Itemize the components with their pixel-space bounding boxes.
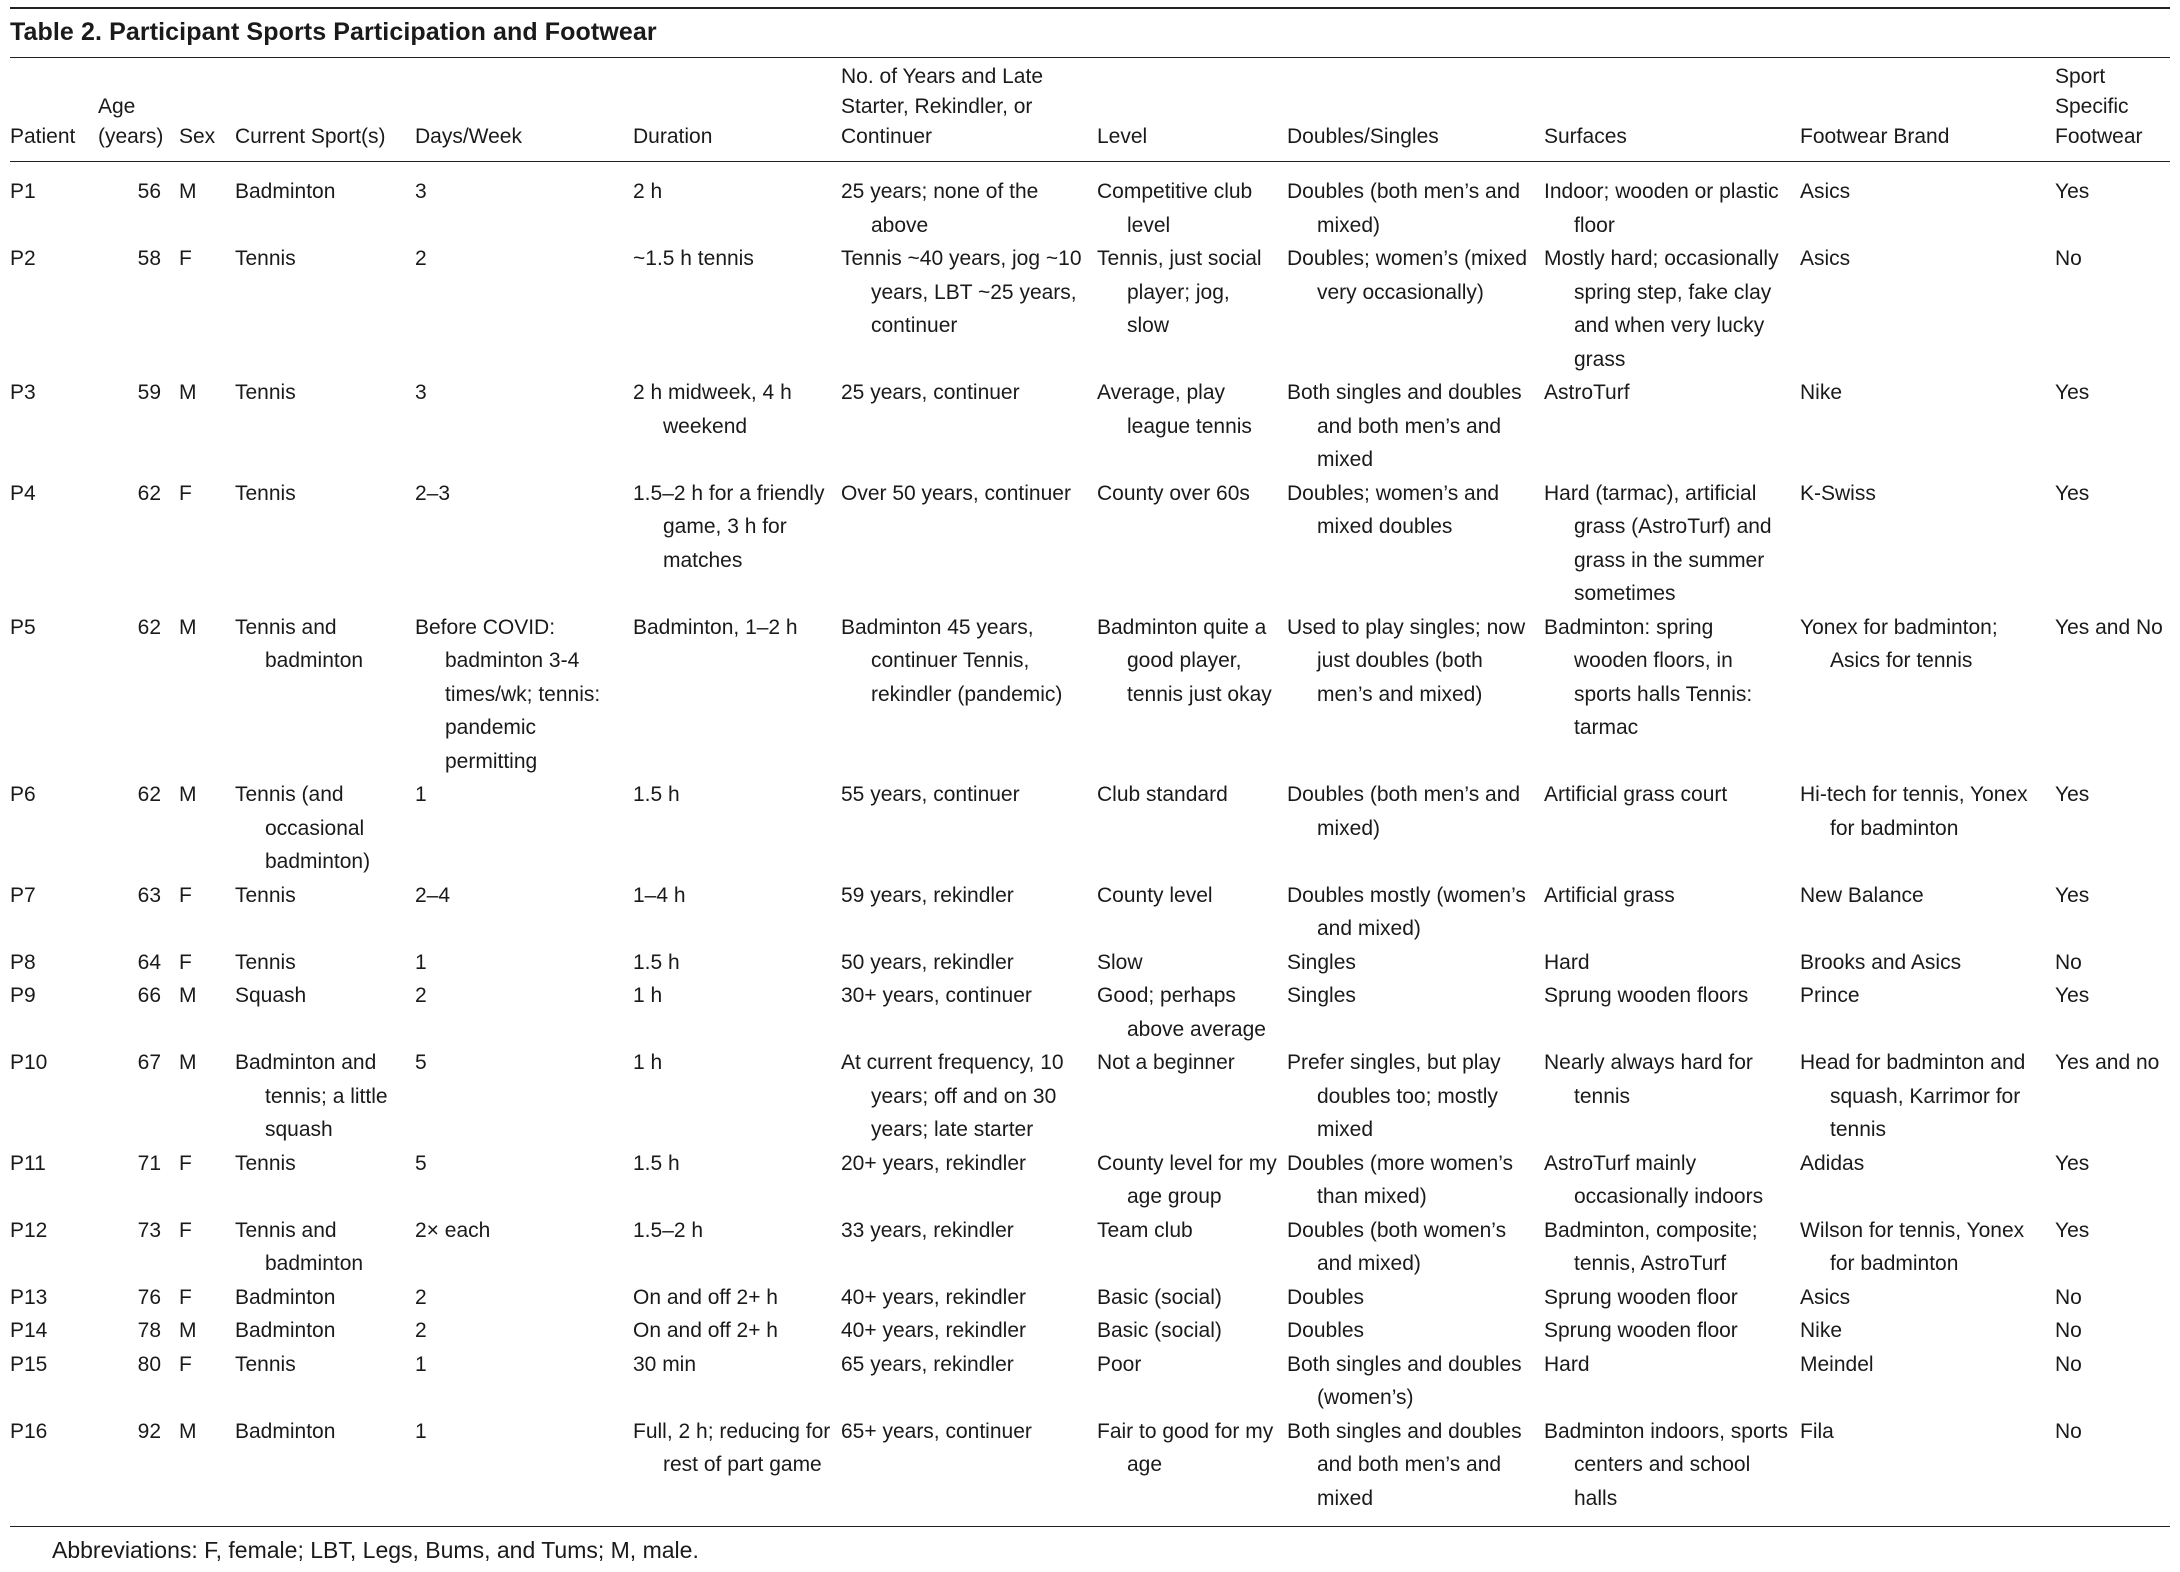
- cell-current-sport: Badminton: [235, 1319, 336, 1342]
- cell-patient: P1: [10, 180, 36, 203]
- cell-doubles-singles: Both singles and doubles and both men’s and mixed: [1287, 381, 1522, 471]
- cell-years-status: Tennis ~40 years, jog ~10 years, LBT ~25 years, continuer: [841, 247, 1082, 337]
- cell-footwear-brand: Hi-tech for tennis, Yonex for badminton: [1800, 783, 2028, 840]
- cell-level: Not a beginner: [1097, 1051, 1235, 1074]
- cell-days-week: 1: [415, 1415, 633, 1527]
- cell-age: 67: [137, 1051, 161, 1074]
- cell-footwear-brand: Adidas: [1800, 1151, 1865, 1175]
- cell-age: 62: [137, 783, 161, 806]
- cell-sex: F: [179, 1285, 192, 1309]
- cell-surfaces: Sprung wooden floor: [1544, 1285, 1738, 1309]
- cell-level: Basic (social): [1097, 1285, 1222, 1309]
- table-row: [10, 1214, 2170, 1281]
- cell-age: 56: [137, 180, 161, 203]
- cell-current-sport: Tennis: [235, 1352, 296, 1376]
- cell-age: 78: [137, 1319, 161, 1342]
- cell-footwear-brand: Head for badminton and squash, Karrimor for tennis: [1800, 1051, 2026, 1141]
- cell-age: 76: [137, 1285, 161, 1309]
- cell-level: Tennis, just social player; jog, slow: [1097, 247, 1262, 337]
- table-row: [10, 611, 2170, 779]
- cell-patient: P11: [10, 1151, 46, 1175]
- header-cell: Sex: [179, 58, 235, 162]
- cell-days-week: 5: [415, 1151, 427, 1175]
- cell-years-status: At current frequency, 10 years; off and on 30 years; late starter: [841, 1051, 1064, 1141]
- header-cell: Days/Week: [415, 58, 633, 162]
- cell-sex: M: [179, 381, 197, 404]
- cell-footwear-brand: New Balance: [1800, 883, 1924, 907]
- cell-patient: P2: [10, 247, 36, 270]
- header-cell: Current Sport(s): [235, 58, 415, 162]
- cell-footwear-brand: Meindel: [1800, 1352, 1874, 1376]
- cell-level: County level: [1097, 883, 1213, 907]
- header-cell: Patient: [10, 58, 98, 162]
- cell-patient: P16: [10, 1415, 98, 1527]
- cell-surfaces: Mostly hard; occasionally spring step, fake clay and when very lucky grass: [1544, 247, 1779, 371]
- cell-duration: 1.5 h: [633, 1151, 680, 1175]
- cell-level: Poor: [1097, 1352, 1142, 1376]
- cell-age: 62: [137, 615, 161, 639]
- cell-duration: 1.5 h: [633, 950, 680, 974]
- table-row: [10, 1147, 2170, 1214]
- cell-age: 92: [98, 1415, 179, 1527]
- cell-footwear-brand: K-Swiss: [1800, 481, 1876, 505]
- cell-current-sport: Tennis: [235, 381, 296, 404]
- cell-footwear-brand: Asics: [1800, 247, 1851, 270]
- table-row: [10, 946, 2170, 980]
- cell-sport-specific: Yes: [2055, 481, 2090, 505]
- cell-years-status: 55 years, continuer: [841, 783, 1020, 806]
- cell-years-status: 20+ years, rekindler: [841, 1151, 1027, 1175]
- cell-sport-specific: Yes and no: [2055, 1051, 2160, 1074]
- cell-doubles-singles: Both singles and doubles (women’s): [1287, 1352, 1522, 1409]
- cell-doubles-singles: Doubles; women’s and mixed doubles: [1287, 481, 1500, 538]
- table-row: [10, 778, 2170, 879]
- cell-surfaces: Badminton, composite; tennis, AstroTurf: [1544, 1218, 1758, 1275]
- cell-current-sport: Tennis and badminton: [235, 615, 364, 672]
- cell-years-status: 65+ years, continuer: [841, 1415, 1097, 1527]
- cell-patient: P5: [10, 615, 36, 639]
- cell-duration: 1 h: [633, 984, 663, 1007]
- cell-surfaces: Hard (tarmac), artificial grass (AstroTurf) and grass in the summer sometimes: [1544, 481, 1772, 605]
- cell-age: 58: [137, 247, 161, 270]
- participant-table: [10, 58, 2170, 1527]
- cell-doubles-singles: Doubles: [1287, 1319, 1365, 1342]
- cell-sport-specific: Yes: [2055, 883, 2090, 907]
- cell-surfaces: Sprung wooden floor: [1544, 1319, 1738, 1342]
- cell-doubles-singles: Doubles (both men’s and mixed): [1287, 783, 1521, 840]
- cell-duration: On and off 2+ h: [633, 1319, 778, 1342]
- cell-current-sport: Tennis: [235, 883, 296, 907]
- cell-days-week: Before COVID: badminton 3-4 times/wk; tennis: pandemic permitting: [415, 615, 601, 773]
- cell-surfaces: Artificial grass court: [1544, 783, 1728, 806]
- cell-current-sport: Tennis: [235, 481, 296, 505]
- cell-level: Average, play league tennis: [1097, 381, 1252, 438]
- cell-patient: P3: [10, 381, 36, 404]
- cell-level: Slow: [1097, 950, 1143, 974]
- cell-sex: M: [179, 180, 197, 203]
- cell-duration: 2 h: [633, 180, 663, 203]
- cell-days-week: 5: [415, 1051, 427, 1074]
- header-cell: Sport Specific Footwear: [2055, 58, 2170, 162]
- cell-years-status: 65 years, rekindler: [841, 1352, 1014, 1376]
- cell-doubles-singles: Both singles and doubles and both men’s and mixed: [1287, 1415, 1544, 1527]
- cell-surfaces: Sprung wooden floors: [1544, 984, 1749, 1007]
- cell-age: 73: [137, 1218, 161, 1242]
- cell-current-sport: Tennis: [235, 247, 296, 270]
- cell-doubles-singles: Doubles: [1287, 1285, 1365, 1309]
- table-row: [10, 1046, 2170, 1147]
- cell-current-sport: Badminton: [235, 1415, 415, 1527]
- table-row: [10, 1348, 2170, 1415]
- cell-patient: P7: [10, 883, 36, 907]
- cell-current-sport: Badminton: [235, 180, 336, 203]
- cell-years-status: 25 years; none of the above: [841, 180, 1039, 237]
- cell-level: Badminton quite a good player, tennis just okay: [1097, 615, 1272, 706]
- cell-doubles-singles: Doubles (both men’s and mixed): [1287, 180, 1521, 237]
- cell-duration: 1.5 h: [633, 783, 680, 806]
- cell-footwear-brand: Fila: [1800, 1415, 2055, 1527]
- cell-footwear-brand: Prince: [1800, 984, 1860, 1007]
- cell-current-sport: Squash: [235, 984, 307, 1007]
- cell-years-status: 40+ years, rekindler: [841, 1285, 1027, 1309]
- cell-years-status: 50 years, rekindler: [841, 950, 1014, 974]
- cell-sport-specific: No: [2055, 1285, 2082, 1309]
- cell-surfaces: Indoor; wooden or plastic floor: [1544, 180, 1779, 237]
- cell-doubles-singles: Prefer singles, but play doubles too; mostly mixed: [1287, 1051, 1501, 1141]
- header-cell: Footwear Brand: [1800, 58, 2055, 162]
- cell-level: Basic (social): [1097, 1319, 1222, 1342]
- cell-duration: 30 min: [633, 1352, 697, 1376]
- cell-patient: P4: [10, 481, 36, 505]
- cell-years-status: Over 50 years, continuer: [841, 481, 1071, 505]
- cell-surfaces: Badminton: spring wooden floors, in sports halls Tennis: tarmac: [1544, 615, 1753, 739]
- cell-duration: 1 h: [633, 1051, 663, 1074]
- cell-sex: F: [179, 481, 192, 505]
- cell-sex: M: [179, 984, 197, 1007]
- cell-sport-specific: No: [2055, 247, 2082, 270]
- cell-doubles-singles: Used to play singles; now just doubles (both men’s and mixed): [1287, 615, 1526, 706]
- cell-sex: M: [179, 783, 197, 806]
- cell-patient: P13: [10, 1285, 48, 1309]
- cell-sport-specific: Yes: [2055, 180, 2090, 203]
- cell-current-sport: Badminton and tennis; a little squash: [235, 1051, 388, 1141]
- cell-patient: P8: [10, 950, 36, 974]
- cell-level: Good; perhaps above average: [1097, 984, 1266, 1041]
- table-row: [10, 162, 2170, 243]
- cell-years-status: 33 years, rekindler: [841, 1218, 1014, 1242]
- cell-level: Club standard: [1097, 783, 1228, 806]
- cell-sport-specific: No: [2055, 1415, 2170, 1527]
- cell-surfaces: Artificial grass: [1544, 883, 1675, 907]
- table-title: Table 2. Participant Sports Participation and Footwear: [10, 18, 657, 46]
- cell-doubles-singles: Singles: [1287, 950, 1356, 974]
- cell-days-week: 1: [415, 783, 427, 806]
- cell-sex: F: [179, 883, 192, 907]
- cell-surfaces: Badminton indoors, sports centers and school halls: [1544, 1415, 1800, 1527]
- cell-sport-specific: Yes: [2055, 381, 2090, 404]
- cell-footwear-brand: Asics: [1800, 1285, 1851, 1309]
- cell-doubles-singles: Singles: [1287, 984, 1356, 1007]
- cell-current-sport: Tennis and badminton: [235, 1218, 364, 1275]
- cell-sport-specific: Yes: [2055, 783, 2090, 806]
- cell-patient: P15: [10, 1352, 48, 1376]
- cell-sport-specific: No: [2055, 950, 2082, 974]
- cell-current-sport: Tennis: [235, 1151, 296, 1175]
- table-row: [10, 376, 2170, 477]
- cell-sex: M: [179, 615, 197, 639]
- cell-level: County over 60s: [1097, 481, 1250, 505]
- cell-patient: P10: [10, 1051, 48, 1074]
- header-cell: Level: [1097, 58, 1287, 162]
- cell-years-status: 30+ years, continuer: [841, 984, 1032, 1007]
- cell-sport-specific: No: [2055, 1319, 2082, 1342]
- cell-level: County level for my age group: [1097, 1151, 1277, 1208]
- cell-patient: P14: [10, 1319, 48, 1342]
- top-rule: [10, 7, 2170, 9]
- cell-sex: M: [179, 1319, 197, 1342]
- cell-days-week: 2–3: [415, 481, 451, 505]
- cell-age: 63: [137, 883, 161, 907]
- cell-days-week: 3: [415, 180, 427, 203]
- header-cell: No. of Years and Late Starter, Rekindler, or Continuer: [841, 58, 1097, 162]
- cell-sex: F: [179, 247, 192, 270]
- table-row: [10, 1415, 2170, 1527]
- cell-days-week: 2× each: [415, 1218, 491, 1242]
- cell-duration: 1.5–2 h for a friendly game, 3 h for matches: [633, 481, 825, 572]
- cell-years-status: Badminton 45 years, continuer Tennis, rekindler (pandemic): [841, 615, 1063, 706]
- cell-days-week: 2: [415, 1319, 427, 1342]
- cell-patient: P9: [10, 984, 36, 1007]
- header-row: [10, 58, 2170, 162]
- cell-age: 64: [137, 950, 161, 974]
- cell-age: 71: [137, 1151, 161, 1175]
- cell-doubles-singles: Doubles mostly (women’s and mixed): [1287, 883, 1526, 940]
- cell-days-week: 2: [415, 984, 427, 1007]
- cell-sport-specific: No: [2055, 1352, 2082, 1376]
- cell-sport-specific: Yes: [2055, 1151, 2090, 1175]
- cell-duration: 2 h midweek, 4 h weekend: [633, 381, 792, 438]
- cell-current-sport: Tennis: [235, 950, 296, 974]
- cell-sex: F: [179, 1352, 192, 1376]
- header-cell: Doubles/Singles: [1287, 58, 1544, 162]
- cell-days-week: 2–4: [415, 883, 451, 907]
- cell-patient: P12: [10, 1218, 48, 1242]
- cell-years-status: 59 years, rekindler: [841, 883, 1014, 907]
- cell-footwear-brand: Nike: [1800, 381, 1843, 404]
- table-footnote: Abbreviations: F, female; LBT, Legs, Bums, and Tums; M, male.: [52, 1537, 699, 1563]
- cell-duration: Full, 2 h; reducing for rest of part game: [633, 1415, 841, 1527]
- cell-footwear-brand: Asics: [1800, 180, 1851, 203]
- header-cell: Age (years): [98, 58, 179, 162]
- cell-surfaces: Hard: [1544, 950, 1590, 974]
- header-cell: Surfaces: [1544, 58, 1800, 162]
- cell-days-week: 3: [415, 381, 427, 404]
- cell-surfaces: AstroTurf mainly occasionally indoors: [1544, 1151, 1764, 1208]
- header-cell: Duration: [633, 58, 841, 162]
- cell-sex: M: [179, 1415, 235, 1527]
- table-row: [10, 979, 2170, 1046]
- cell-days-week: 1: [415, 1352, 427, 1376]
- cell-days-week: 2: [415, 247, 427, 270]
- cell-days-week: 2: [415, 1285, 427, 1309]
- cell-surfaces: AstroTurf: [1544, 381, 1630, 404]
- cell-doubles-singles: Doubles (more women’s than mixed): [1287, 1151, 1514, 1208]
- cell-age: 80: [137, 1352, 161, 1376]
- cell-sex: F: [179, 1218, 192, 1242]
- cell-footwear-brand: Wilson for tennis, Yonex for badminton: [1800, 1218, 2025, 1275]
- cell-sex: F: [179, 1151, 192, 1175]
- table-row: [10, 477, 2170, 611]
- cell-sex: F: [179, 950, 192, 974]
- cell-sport-specific: Yes: [2055, 984, 2090, 1007]
- cell-level: Competitive club level: [1097, 180, 1253, 237]
- cell-sport-specific: Yes: [2055, 1218, 2090, 1242]
- cell-footwear-brand: Yonex for badminton; Asics for tennis: [1800, 615, 1998, 672]
- table-row: [10, 242, 2170, 376]
- cell-years-status: 40+ years, rekindler: [841, 1319, 1027, 1342]
- cell-footwear-brand: Nike: [1800, 1319, 1843, 1342]
- cell-surfaces: Hard: [1544, 1352, 1590, 1376]
- cell-duration: 1–4 h: [633, 883, 686, 907]
- cell-current-sport: Badminton: [235, 1285, 336, 1309]
- cell-duration: 1.5–2 h: [633, 1218, 704, 1242]
- cell-duration: ~1.5 h tennis: [633, 247, 754, 270]
- table-body: [10, 162, 2170, 1527]
- cell-footwear-brand: Brooks and Asics: [1800, 950, 1962, 974]
- cell-age: 62: [137, 481, 161, 505]
- cell-sex: M: [179, 1051, 197, 1074]
- cell-level: Fair to good for my age: [1097, 1415, 1287, 1527]
- table-row: [10, 1314, 2170, 1348]
- cell-surfaces: Nearly always hard for tennis: [1544, 1051, 1753, 1108]
- cell-duration: Badminton, 1–2 h: [633, 615, 798, 639]
- cell-sport-specific: Yes and No: [2055, 615, 2163, 639]
- cell-doubles-singles: Doubles (both women’s and mixed): [1287, 1218, 1507, 1275]
- cell-current-sport: Tennis (and occasional badminton): [235, 783, 371, 873]
- cell-patient: P6: [10, 783, 36, 806]
- table-row: [10, 879, 2170, 946]
- cell-duration: On and off 2+ h: [633, 1285, 778, 1309]
- cell-doubles-singles: Doubles; women’s (mixed very occasionally): [1287, 247, 1528, 304]
- cell-age: 66: [137, 984, 161, 1007]
- cell-age: 59: [137, 381, 161, 404]
- cell-years-status: 25 years, continuer: [841, 381, 1020, 404]
- cell-days-week: 1: [415, 950, 427, 974]
- cell-level: Team club: [1097, 1218, 1193, 1242]
- table-row: [10, 1281, 2170, 1315]
